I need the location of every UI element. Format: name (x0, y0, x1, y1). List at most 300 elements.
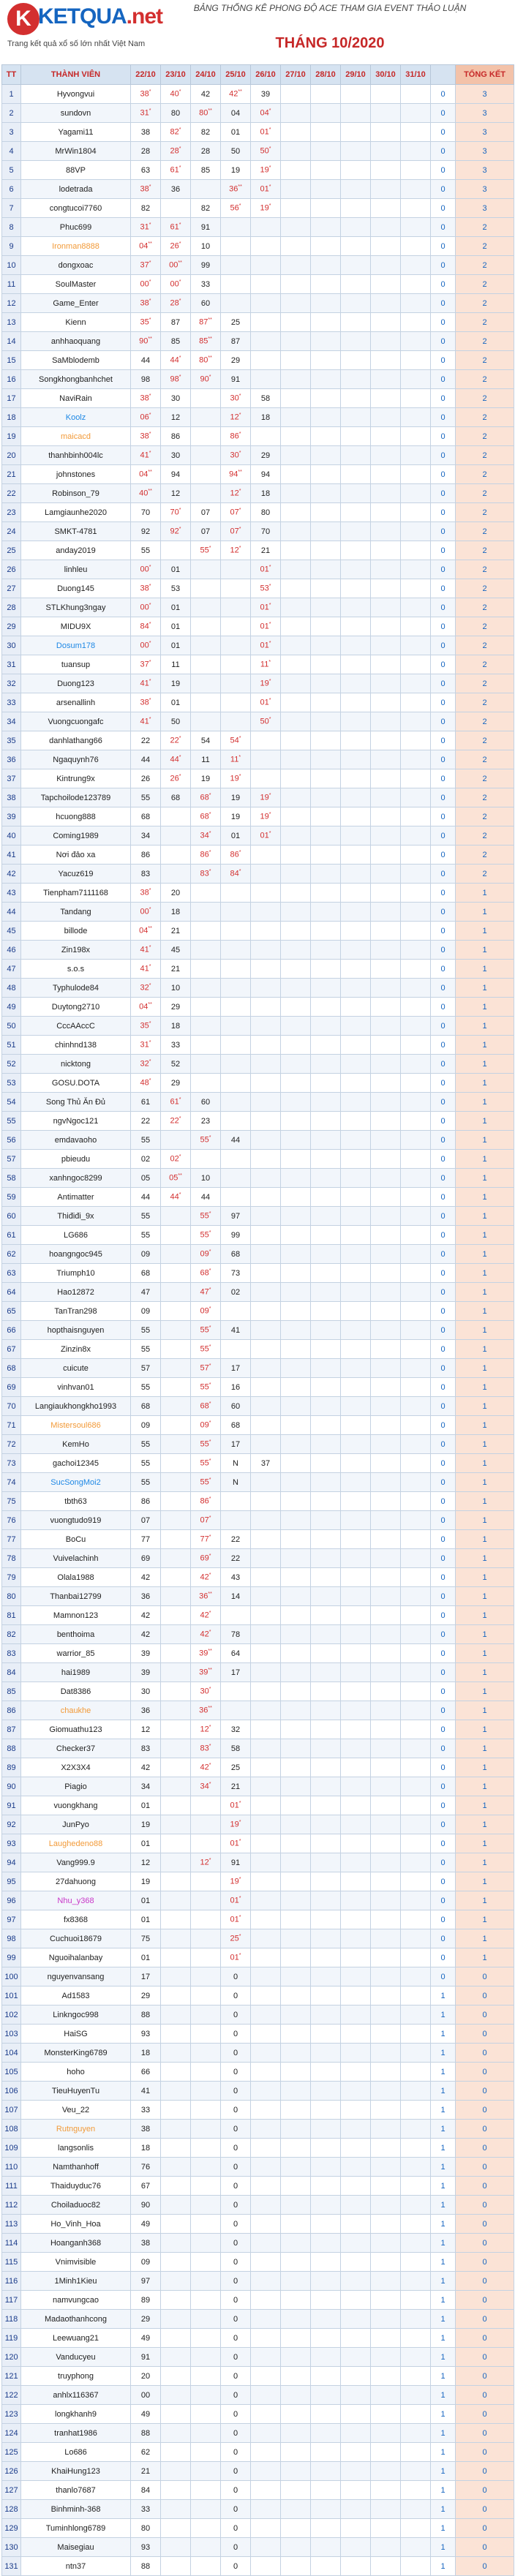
member-name[interactable]: Rutnguyen (21, 2120, 131, 2139)
day-pick (161, 2158, 191, 2177)
day-pick (401, 1625, 431, 1644)
day-pick (401, 1986, 431, 2006)
member-name[interactable]: Duong145 (21, 579, 131, 598)
member-name[interactable]: Robinson_79 (21, 484, 131, 503)
day-pick (341, 1511, 371, 1530)
member-name[interactable]: sundovn (21, 104, 131, 123)
row-number: 67 (2, 1340, 21, 1359)
member-name[interactable]: ntn37 (21, 2557, 131, 2576)
member-name[interactable]: Vuongcuongafc (21, 712, 131, 731)
miss-count: 0 (431, 218, 456, 237)
day-pick (401, 2215, 431, 2234)
member-name[interactable]: ngvNgoc121 (21, 1112, 131, 1131)
member-name[interactable]: Mamnon123 (21, 1606, 131, 1625)
miss-count: 0 (431, 1891, 456, 1910)
member-name[interactable]: Zinzin8x (21, 1340, 131, 1359)
day-pick: 42* (191, 1606, 221, 1625)
member-name[interactable]: Lamgiaunhe2020 (21, 503, 131, 522)
day-pick (401, 351, 431, 370)
total-score: 1 (456, 1606, 514, 1625)
member-name[interactable]: warrior_85 (21, 1644, 131, 1663)
member-name[interactable]: HaiSG (21, 2025, 131, 2044)
member-name[interactable]: nicktong (21, 1055, 131, 1074)
day-pick (251, 2348, 281, 2367)
day-pick (341, 1378, 371, 1397)
day-pick (371, 1473, 401, 1492)
day-pick: 0 (221, 2006, 251, 2025)
day-pick (341, 142, 371, 161)
member-name[interactable]: Binhminh-368 (21, 2500, 131, 2519)
member-name[interactable]: namvungcao (21, 2291, 131, 2310)
total-score: 1 (456, 1245, 514, 1264)
member-name[interactable]: Nguoihalanbay (21, 1948, 131, 1967)
day-pick (401, 1834, 431, 1853)
row-number: 125 (2, 2443, 21, 2462)
table-row (2, 1568, 514, 1587)
member-name[interactable]: Giomuathu123 (21, 1720, 131, 1739)
member-name[interactable]: Hao12872 (21, 1283, 131, 1302)
day-pick: 0 (221, 2253, 251, 2272)
miss-count: 0 (431, 769, 456, 788)
day-pick (281, 1283, 311, 1302)
day-pick: 43 (221, 1568, 251, 1587)
day-pick (341, 123, 371, 142)
member-name[interactable]: Nhu_y368 (21, 1891, 131, 1910)
table-row (2, 750, 514, 769)
day-pick (401, 218, 431, 237)
member-name[interactable]: X2X3X4 (21, 1758, 131, 1777)
day-pick (401, 85, 431, 104)
day-pick (341, 1910, 371, 1929)
member-name[interactable]: Tienpham7111168 (21, 884, 131, 903)
day-pick (281, 180, 311, 199)
member-name[interactable]: Mistersoul686 (21, 1416, 131, 1435)
member-name[interactable]: fx8368 (21, 1910, 131, 1929)
row-number: 114 (2, 2234, 21, 2253)
site-logo[interactable] (3, 1, 163, 60)
member-name[interactable]: Leewuang21 (21, 2329, 131, 2348)
member-name[interactable]: Thiđiđi_9x (21, 1207, 131, 1226)
day-pick: 42 (131, 1568, 161, 1587)
row-number: 109 (2, 2139, 21, 2158)
member-name[interactable]: Piagio (21, 1777, 131, 1796)
member-name[interactable]: thanhbinh004lc (21, 446, 131, 465)
day-pick (311, 712, 341, 731)
day-pick (371, 2006, 401, 2025)
day-pick: 61* (161, 218, 191, 237)
day-pick (341, 1264, 371, 1283)
day-pick: 0 (221, 2462, 251, 2481)
day-pick (371, 1853, 401, 1872)
member-name[interactable]: lodetrada (21, 180, 131, 199)
day-pick: 30* (191, 1682, 221, 1701)
member-name[interactable]: Thaiduyduc76 (21, 2177, 131, 2196)
member-name[interactable]: Madaothanhcong (21, 2310, 131, 2329)
day-pick: 29 (131, 1986, 161, 2006)
member-name[interactable]: SMKT-4781 (21, 522, 131, 541)
table-row (2, 1720, 514, 1739)
member-name[interactable]: NaviRain (21, 389, 131, 408)
day-pick (341, 1435, 371, 1454)
day-pick (371, 1169, 401, 1188)
member-name[interactable]: Lo686 (21, 2443, 131, 2462)
member-name[interactable]: tuansup (21, 655, 131, 674)
member-name[interactable]: SucSongMoi2 (21, 1473, 131, 1492)
row-number: 96 (2, 1891, 21, 1910)
row-number: 18 (2, 408, 21, 427)
miss-count: 0 (431, 826, 456, 846)
member-name[interactable]: nguyenvansang (21, 1967, 131, 1986)
day-pick (281, 2462, 311, 2481)
member-name[interactable]: vuongtudo919 (21, 1511, 131, 1530)
day-pick (371, 579, 401, 598)
member-name[interactable]: maicacd (21, 427, 131, 446)
member-name[interactable]: Ad1583 (21, 1986, 131, 2006)
day-pick (311, 2462, 341, 2481)
row-number: 8 (2, 218, 21, 237)
day-pick: 66 (131, 2063, 161, 2082)
day-pick: 19 (131, 1872, 161, 1891)
member-name[interactable]: longkhanh9 (21, 2405, 131, 2424)
day-pick (251, 2310, 281, 2329)
member-name[interactable]: danhlathang66 (21, 731, 131, 750)
member-name[interactable]: TieuHuyenTu (21, 2082, 131, 2101)
day-pick (191, 2386, 221, 2405)
member-name[interactable]: Vang999.9 (21, 1853, 131, 1872)
member-name[interactable]: Vnimvisible (21, 2253, 131, 2272)
member-name[interactable]: congtucoi7760 (21, 199, 131, 218)
member-name[interactable]: Veu_22 (21, 2101, 131, 2120)
day-pick (281, 1074, 311, 1093)
member-name[interactable]: Game_Enter (21, 294, 131, 313)
day-pick (251, 2082, 281, 2101)
day-pick (251, 1150, 281, 1169)
member-name[interactable]: benthoima (21, 1625, 131, 1644)
day-pick (311, 2386, 341, 2405)
member-name[interactable]: Triumph10 (21, 1264, 131, 1283)
day-pick (401, 693, 431, 712)
day-pick (161, 1321, 191, 1340)
member-name[interactable]: gachoi12345 (21, 1454, 131, 1473)
member-name[interactable]: Tapchoilode123789 (21, 788, 131, 807)
day-pick: 01 (161, 598, 191, 617)
member-name[interactable]: Ironman8888 (21, 237, 131, 256)
member-name[interactable]: Typhulode84 (21, 979, 131, 998)
member-name[interactable]: anday2019 (21, 541, 131, 560)
day-pick: 55 (131, 541, 161, 560)
day-pick (371, 1245, 401, 1264)
member-name[interactable]: STLKhung3ngay (21, 598, 131, 617)
day-pick (311, 903, 341, 922)
total-score: 1 (456, 1929, 514, 1948)
day-pick (401, 998, 431, 1017)
row-number: 30 (2, 636, 21, 655)
day-pick (221, 903, 251, 922)
day-pick (281, 1739, 311, 1758)
row-number: 112 (2, 2196, 21, 2215)
member-name[interactable]: Kintrung9x (21, 769, 131, 788)
day-pick (161, 1948, 191, 1967)
member-name[interactable]: Laughedeno88 (21, 1834, 131, 1853)
day-pick (191, 941, 221, 960)
member-name[interactable]: KemHo (21, 1435, 131, 1454)
day-pick: 33 (191, 275, 221, 294)
day-pick (311, 2519, 341, 2538)
member-name[interactable]: xanhngoc8299 (21, 1169, 131, 1188)
day-pick: 0 (221, 2538, 251, 2557)
column-header: THÀNH VIÊN (21, 65, 131, 85)
member-name[interactable]: Vuivelachinh (21, 1549, 131, 1568)
day-pick (401, 2044, 431, 2063)
day-pick (251, 2424, 281, 2443)
table-row (2, 1777, 514, 1796)
member-name[interactable]: Koolz (21, 408, 131, 427)
member-name[interactable]: Ngaquynh76 (21, 750, 131, 769)
miss-count: 0 (431, 788, 456, 807)
day-pick (191, 2101, 221, 2120)
member-name[interactable]: cuicute (21, 1359, 131, 1378)
day-pick (371, 1777, 401, 1796)
member-name[interactable]: johnstones (21, 465, 131, 484)
member-name[interactable]: chinhnd138 (21, 1036, 131, 1055)
member-name[interactable]: Yacuz619 (21, 865, 131, 884)
member-name[interactable]: emdavaoho (21, 1131, 131, 1150)
member-name[interactable]: Hyvongvui (21, 85, 131, 104)
day-pick (371, 294, 401, 313)
member-name[interactable]: MrWin1804 (21, 142, 131, 161)
member-name[interactable]: Hoanganh368 (21, 2234, 131, 2253)
day-pick (371, 2519, 401, 2538)
member-name[interactable]: pbieudu (21, 1150, 131, 1169)
day-pick: 22 (221, 1530, 251, 1549)
day-pick (191, 2272, 221, 2291)
day-pick (371, 903, 401, 922)
day-pick (371, 1397, 401, 1416)
day-pick: 42* (191, 1568, 221, 1587)
member-name[interactable]: Song Thủ Ăn Đủ (21, 1093, 131, 1112)
member-name[interactable]: billode (21, 922, 131, 941)
member-name[interactable]: hoho (21, 2063, 131, 2082)
member-name[interactable]: Duong123 (21, 674, 131, 693)
day-pick (311, 1777, 341, 1796)
day-pick: 58 (221, 1739, 251, 1758)
day-pick (371, 941, 401, 960)
member-name[interactable]: tranhat1986 (21, 2424, 131, 2443)
member-name[interactable]: linhleu (21, 560, 131, 579)
day-pick (341, 1834, 371, 1853)
day-pick: 19* (251, 674, 281, 693)
row-number: 101 (2, 1986, 21, 2006)
member-name[interactable]: hoangngoc945 (21, 1245, 131, 1264)
total-score: 0 (456, 2310, 514, 2329)
member-name[interactable]: TanTran298 (21, 1302, 131, 1321)
member-name[interactable]: hopthaisnguyen (21, 1321, 131, 1340)
day-pick (371, 1492, 401, 1511)
day-pick: 50 (221, 142, 251, 161)
day-pick (341, 1207, 371, 1226)
row-number: 5 (2, 161, 21, 180)
member-name[interactable]: Ho_Vinh_Hoa (21, 2215, 131, 2234)
member-name[interactable]: hcuong888 (21, 807, 131, 826)
member-name[interactable]: chaukhe (21, 1701, 131, 1720)
day-pick (371, 2310, 401, 2329)
row-number: 100 (2, 1967, 21, 1986)
day-pick (281, 199, 311, 218)
day-pick: 09 (131, 2253, 161, 2272)
table-row (2, 674, 514, 693)
member-name[interactable]: tbth63 (21, 1492, 131, 1511)
day-pick: 50* (251, 712, 281, 731)
day-pick (281, 1169, 311, 1188)
member-name[interactable]: Dat8386 (21, 1682, 131, 1701)
member-name[interactable]: anhhaoquang (21, 332, 131, 351)
day-pick (401, 2310, 431, 2329)
member-name[interactable]: Zin198x (21, 941, 131, 960)
member-name[interactable]: truyphong (21, 2367, 131, 2386)
member-name[interactable]: 88VP (21, 161, 131, 180)
member-name[interactable]: Cuchuoi18679 (21, 1929, 131, 1948)
member-name[interactable]: Tuminhlong6789 (21, 2519, 131, 2538)
row-number: 80 (2, 1587, 21, 1606)
member-name[interactable]: dongxoac (21, 256, 131, 275)
member-name[interactable]: thanlo7687 (21, 2481, 131, 2500)
day-pick (311, 541, 341, 560)
day-pick (371, 674, 401, 693)
member-name[interactable]: SaMblodemb (21, 351, 131, 370)
member-name[interactable]: vuongkhang (21, 1796, 131, 1815)
day-pick (311, 998, 341, 1017)
member-name[interactable]: hai1989 (21, 1663, 131, 1682)
member-name[interactable]: arsenallinh (21, 693, 131, 712)
day-pick: 10 (161, 979, 191, 998)
member-name[interactable]: Kienn (21, 313, 131, 332)
table-row (2, 351, 514, 370)
member-name[interactable]: Songkhongbanhchet (21, 370, 131, 389)
member-name[interactable]: Coming1989 (21, 826, 131, 846)
table-row (2, 1340, 514, 1359)
member-name[interactable]: MIDU9X (21, 617, 131, 636)
day-pick (371, 1055, 401, 1074)
day-pick (281, 2234, 311, 2253)
member-name[interactable]: BoCu (21, 1530, 131, 1549)
member-name[interactable]: anhlx116367 (21, 2386, 131, 2405)
row-number: 85 (2, 1682, 21, 1701)
row-number: 1 (2, 85, 21, 104)
day-pick (371, 2253, 401, 2272)
day-pick: 19 (221, 807, 251, 826)
member-name[interactable]: CccAAccC (21, 1017, 131, 1036)
miss-count: 0 (431, 123, 456, 142)
total-score: 2 (456, 731, 514, 750)
member-name[interactable]: langsonlis (21, 2139, 131, 2158)
day-pick (281, 2367, 311, 2386)
day-pick (311, 2310, 341, 2329)
day-pick (341, 256, 371, 275)
member-name[interactable]: 1Minh1Kieu (21, 2272, 131, 2291)
day-pick (251, 1036, 281, 1055)
day-pick (311, 218, 341, 237)
member-name[interactable]: 27dahuong (21, 1872, 131, 1891)
day-pick (161, 1777, 191, 1796)
day-pick: 01 (131, 1948, 161, 1967)
day-pick (251, 903, 281, 922)
day-pick (251, 922, 281, 941)
member-name[interactable]: s.o.s (21, 960, 131, 979)
day-pick (371, 1112, 401, 1131)
member-name[interactable]: Olala1988 (21, 1568, 131, 1587)
day-pick (341, 2139, 371, 2158)
day-pick (251, 1340, 281, 1359)
miss-count: 0 (431, 941, 456, 960)
day-pick (251, 1397, 281, 1416)
day-pick: 29 (161, 1074, 191, 1093)
member-name[interactable]: Phuc699 (21, 218, 131, 237)
table-row (2, 579, 514, 598)
day-pick (221, 1302, 251, 1321)
day-pick (281, 2405, 311, 2424)
member-name[interactable]: Nơi đảo xa (21, 846, 131, 865)
day-pick (311, 865, 341, 884)
day-pick (311, 389, 341, 408)
member-name[interactable]: Maisegiau (21, 2538, 131, 2557)
day-pick: 90 (131, 2196, 161, 2215)
member-name[interactable]: Linkngoc998 (21, 2006, 131, 2025)
member-name[interactable]: KhaiHung123 (21, 2462, 131, 2481)
day-pick: 68 (131, 807, 161, 826)
miss-count: 0 (431, 922, 456, 941)
day-pick (281, 2082, 311, 2101)
day-pick (281, 484, 311, 503)
member-name[interactable]: LG686 (21, 1226, 131, 1245)
member-name[interactable]: SoulMaster (21, 275, 131, 294)
day-pick (341, 2044, 371, 2063)
day-pick (401, 522, 431, 541)
member-name[interactable]: Choiladuoc82 (21, 2196, 131, 2215)
day-pick (371, 769, 401, 788)
day-pick (311, 1397, 341, 1416)
member-name[interactable]: MonsterKing6789 (21, 2044, 131, 2063)
day-pick: 30* (221, 389, 251, 408)
table-row (2, 1112, 514, 1131)
table-row (2, 313, 514, 332)
member-name[interactable]: Antimatter (21, 1188, 131, 1207)
day-pick (281, 1112, 311, 1131)
member-name[interactable]: Checker37 (21, 1739, 131, 1758)
member-name[interactable]: Duytong2710 (21, 998, 131, 1017)
member-name[interactable]: Thanbai12799 (21, 1587, 131, 1606)
member-name[interactable]: JunPyo (21, 1815, 131, 1834)
member-name[interactable]: Langiaukhongkho1993 (21, 1397, 131, 1416)
day-pick (161, 2101, 191, 2120)
member-name[interactable]: Dosum178 (21, 636, 131, 655)
total-score: 2 (456, 465, 514, 484)
day-pick (161, 1302, 191, 1321)
member-name[interactable]: Namthanhoff (21, 2158, 131, 2177)
member-name[interactable]: Tandang (21, 903, 131, 922)
day-pick (311, 1435, 341, 1454)
member-name[interactable]: GOSU.DOTA (21, 1074, 131, 1093)
day-pick: 45 (161, 941, 191, 960)
total-score: 0 (456, 2519, 514, 2538)
day-pick: 49 (131, 2329, 161, 2348)
member-name[interactable]: vinhvan01 (21, 1378, 131, 1397)
member-name[interactable]: Vanducyeu (21, 2348, 131, 2367)
member-name[interactable]: Yagami11 (21, 123, 131, 142)
day-pick (311, 1112, 341, 1131)
day-pick: 07* (221, 503, 251, 522)
day-pick: 12 (131, 1720, 161, 1739)
day-pick: 01* (251, 123, 281, 142)
